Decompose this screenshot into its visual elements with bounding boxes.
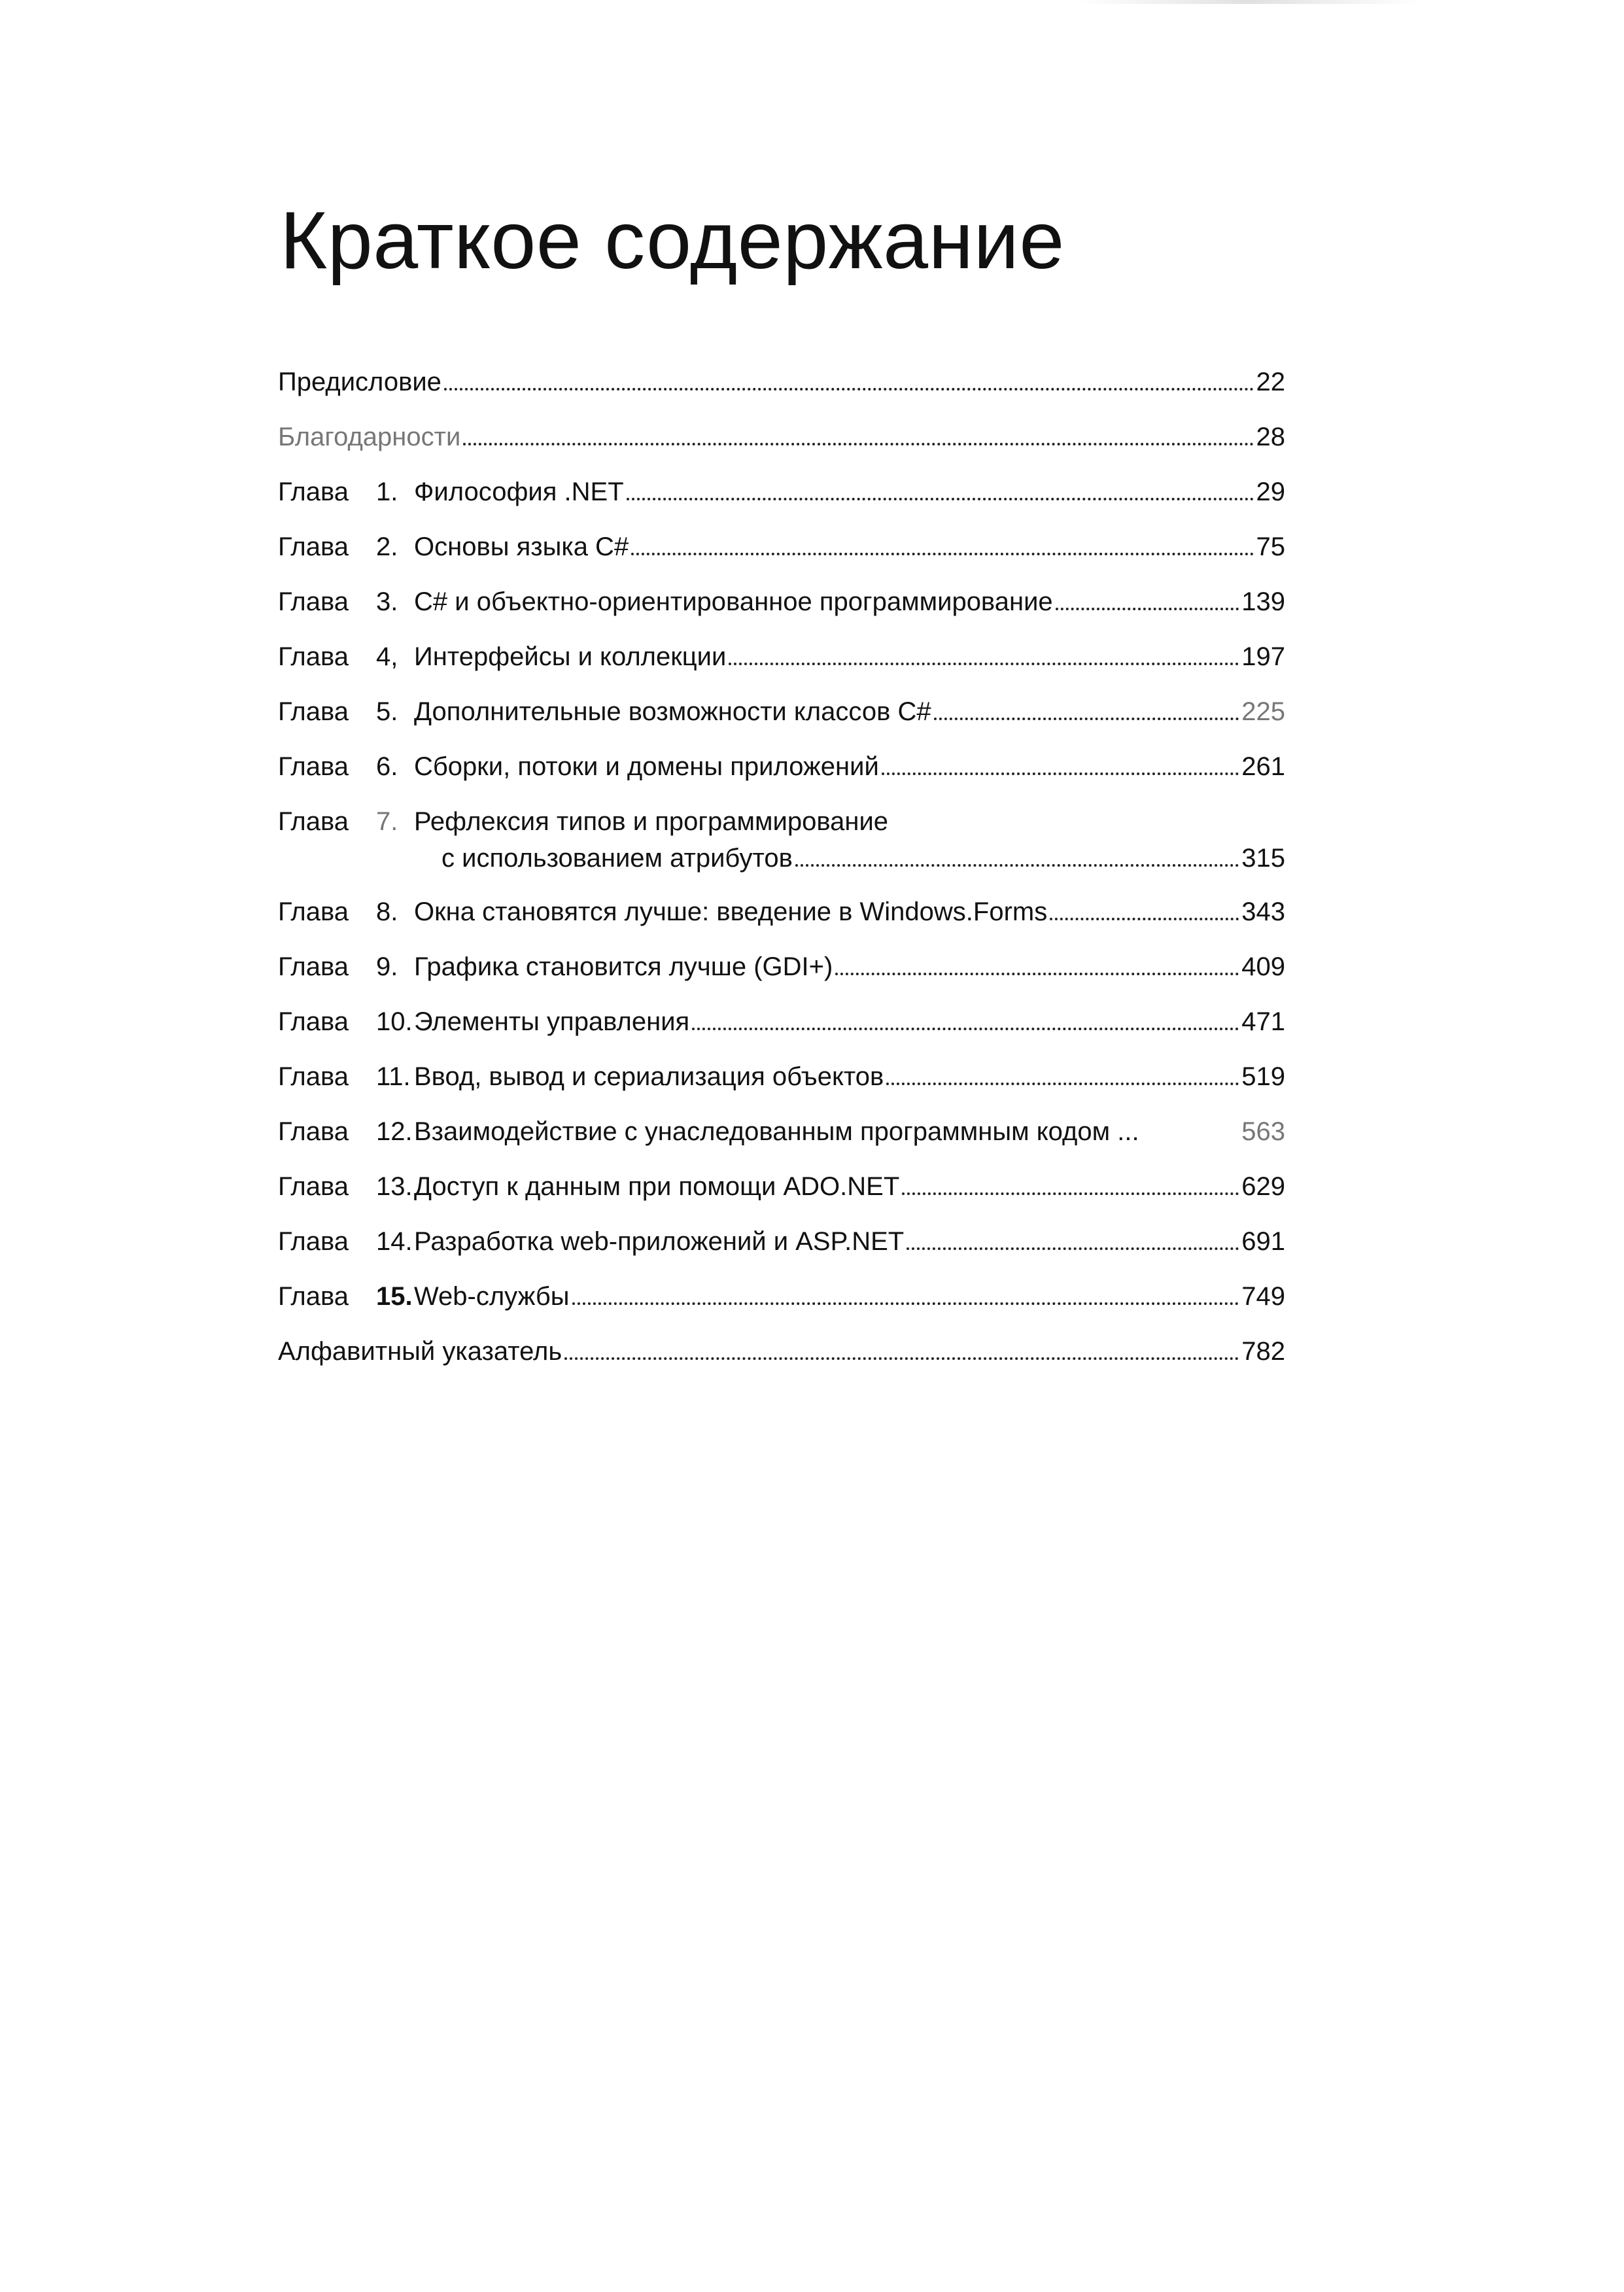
toc-entry-chapter-12[interactable] [278,1116,1285,1171]
chapter-label: Глава [278,697,349,726]
chapter-number: 12. [376,1117,413,1146]
toc-entry-chapter-7[interactable] [278,806,1285,896]
toc-page-number: 471 [1241,1007,1285,1036]
toc-entry-chapter-8[interactable] [278,896,1285,951]
toc-page-number: 343 [1241,897,1285,926]
dot-leader [795,864,1239,867]
toc-entry-chapter-5[interactable] [278,696,1285,751]
dot-leader [835,973,1239,975]
dot-leader [907,1247,1239,1250]
toc-entry-acknowledgements[interactable] [278,421,1285,476]
dot-leader [1142,1137,1239,1140]
chapter-title: Графика становится лучше (GDI+) [414,952,833,981]
chapter-title-line1: Рефлексия типов и программирование [414,807,889,836]
toc-page-number: 315 [1241,844,1285,873]
chapter-title: C# и объектно-ориентированное программирование [414,587,1053,616]
toc-entry-chapter-9[interactable] [278,951,1285,1006]
chapter-label: Глава [278,1062,349,1091]
dot-leader [463,443,1253,445]
dot-leader [627,498,1254,500]
table-of-contents [278,366,1285,1391]
toc-page-number: 75 [1256,532,1285,561]
chapter-label: Глава [278,1117,349,1146]
chapter-title: Разработка web-приложений и ASP.NET [414,1227,905,1256]
chapter-title-line2: с использованием атрибутов [441,844,793,873]
chapter-label: Глава [278,897,349,926]
chapter-label: Глава [278,1282,349,1311]
dot-leader [934,718,1239,720]
toc-page-number: 691 [1241,1227,1285,1256]
dot-leader [564,1357,1239,1360]
chapter-number: 6. [376,752,398,781]
toc-entry-preface[interactable] [278,366,1285,421]
chapter-number: 14. [376,1227,413,1256]
toc-page-number: 782 [1241,1337,1285,1366]
chapter-title: Основы языка C# [414,532,629,561]
dot-leader [572,1302,1239,1305]
chapter-label: Глава [278,477,349,506]
chapter-title: Дополнительные возможности классов C# [414,697,931,726]
dot-leader [729,663,1239,665]
chapter-number: 3. [376,587,398,616]
chapter-number: 1. [376,477,398,506]
toc-page-number: 29 [1256,477,1285,506]
chapter-number: 13. [376,1172,413,1201]
toc-entry-chapter-14[interactable] [278,1226,1285,1281]
toc-page-number: 139 [1241,587,1285,616]
toc-entry-chapter-3[interactable] [278,586,1285,641]
toc-page-number: 749 [1241,1282,1285,1311]
dot-leader [886,1083,1239,1085]
toc-page-number: 519 [1241,1062,1285,1091]
chapter-title: Сборки, потоки и домены приложений [414,752,879,781]
chapter-label: Глава [278,1172,349,1201]
toc-entry-chapter-13[interactable] [278,1171,1285,1226]
chapter-label: Глава [278,642,349,671]
chapter-number: 7. [376,807,398,836]
toc-entry-chapter-4[interactable] [278,641,1285,696]
dot-leader [444,388,1254,391]
toc-entry-text: Алфавитный указатель [278,1337,562,1366]
chapter-title: Философия .NET [414,477,624,506]
toc-entry-index[interactable] [278,1336,1285,1391]
dot-leader [1050,918,1239,920]
scan-artifact [1079,0,1419,4]
toc-page-number: 563 [1241,1117,1285,1146]
dot-leader [882,773,1239,775]
chapter-number: 11. [376,1062,411,1091]
toc-entry-text: Предисловие [278,368,441,396]
chapter-number: 8. [376,897,398,926]
chapter-label: Глава [278,587,349,616]
chapter-title: Интерфейсы и коллекции [414,642,727,671]
chapter-label: Глава [278,532,349,561]
chapter-title-line2-row [441,842,1285,874]
toc-entry-chapter-2[interactable] [278,531,1285,586]
chapter-label: Глава [278,752,349,781]
chapter-label: Глава [278,1007,349,1036]
chapter-title: Ввод, вывод и сериализация объектов [414,1062,884,1091]
toc-entry-chapter-11[interactable] [278,1061,1285,1116]
chapter-number: 15. [376,1282,413,1311]
chapter-number: 9. [376,952,398,981]
toc-entry-chapter-1[interactable] [278,476,1285,531]
chapter-label: Глава [278,1227,349,1256]
toc-page-number: 22 [1256,368,1285,396]
toc-page-number: 28 [1256,423,1285,451]
chapter-title: Доступ к данным при помощи ADO.NET [414,1172,900,1201]
toc-page-number: 197 [1241,642,1285,671]
chapter-number: 10. [376,1007,413,1036]
chapter-number: 5. [376,697,398,726]
toc-entry-chapter-6[interactable] [278,751,1285,806]
dot-leader [1056,608,1239,610]
chapter-title: Взаимодействие с унаследованным программным кодом ... [414,1117,1139,1146]
dot-leader [902,1192,1239,1195]
chapter-label: Глава [278,952,349,981]
dot-leader [631,553,1253,555]
toc-entry-chapter-15[interactable] [278,1281,1285,1336]
toc-page-number: 261 [1241,752,1285,781]
toc-entry-chapter-10[interactable] [278,1006,1285,1061]
chapter-title: Web-службы [414,1282,570,1311]
chapter-number: 4, [376,642,398,671]
chapter-label: Глава [278,807,349,836]
chapter-title: Окна становятся лучше: введение в Windows.Forms [414,897,1048,926]
chapter-title-block [414,806,1285,874]
toc-page-number: 629 [1241,1172,1285,1201]
toc-page-number: 409 [1241,952,1285,981]
toc-page-number: 225 [1241,697,1285,726]
toc-entry-text: Благодарности [278,423,461,451]
chapter-title: Элементы управления [414,1007,690,1036]
dot-leader [692,1028,1239,1030]
page-title: Краткое содержание [280,196,1065,286]
chapter-number: 2. [376,532,398,561]
